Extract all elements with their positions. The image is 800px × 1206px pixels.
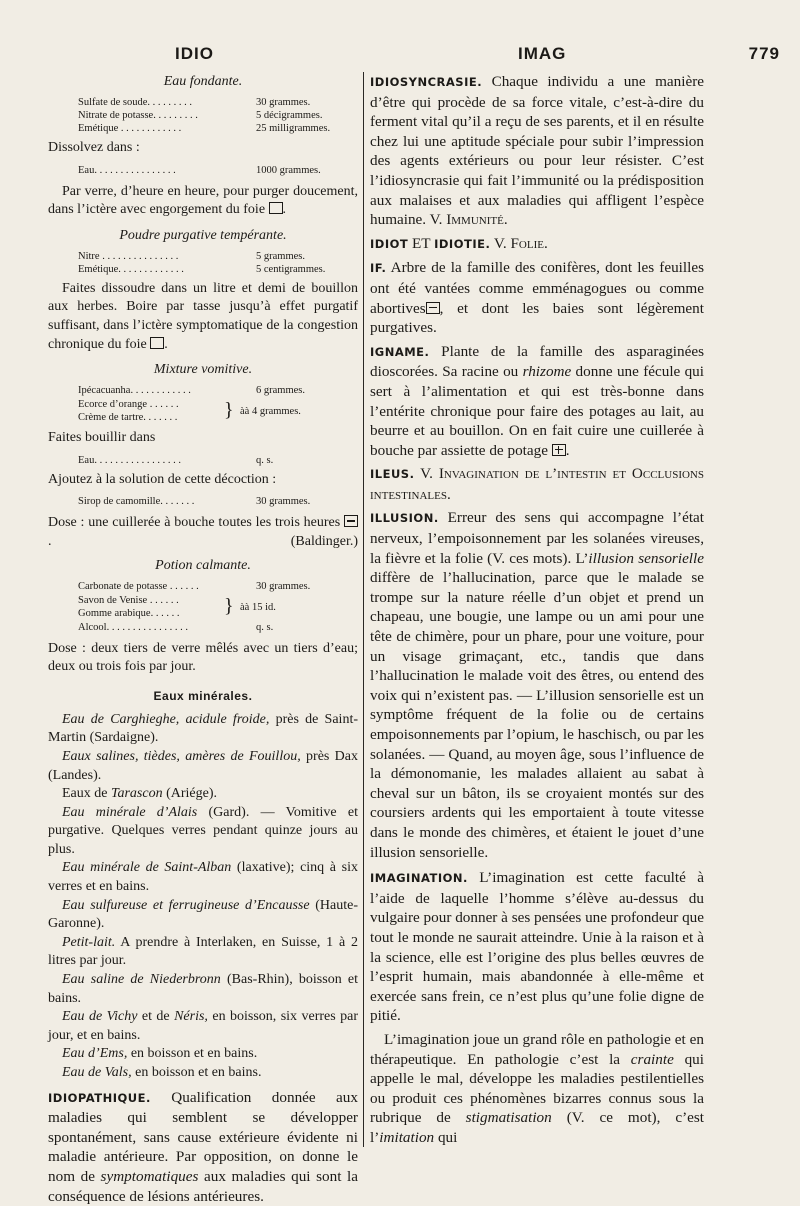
list-item — [48, 804, 358, 860]
entry-text: qui appelle le mal, développe les maladies pestilentielles ou produit ces phénomènes bizarres connus sous la rubrique de — [370, 1050, 704, 1127]
dose-paragraph: Dose : une cuillerée à bouche toutes les trois heures . (Baldinger.) — [48, 514, 358, 551]
page-number: 779 — [748, 44, 780, 63]
entry-italic-term: imitation — [379, 1128, 435, 1146]
entry-italic-term: stigmatisation — [465, 1109, 552, 1127]
entry-text: L’imagination est cette faculté à l’aide de laquelle l’homme s’élève au-dessus du vulgaire pour donner à ses pensées une profondeur que tout le monde ne saurait atteindre. Unie à la raison et à la science, elle est l’origine des plus belles œuvres de l’esprit humain, mais abandonnée à elle-même et exercée sans frein, ce n’est plus qu’une folie digne de pitié. — [370, 869, 705, 1025]
entry-headword: IF. — [370, 261, 387, 276]
cross-reference: Invagination de l’intestin et Occlusions intestinales. — [370, 465, 704, 503]
entry-ileus — [370, 464, 704, 504]
water-detail: en boisson et en bains. — [127, 1046, 258, 1062]
ingredient-line — [48, 263, 358, 276]
water-name: Eau sulfureuse et ferrugineuse d’Encausse — [62, 897, 310, 913]
water-detail: en boisson, six verres par jour, et en bains. — [48, 1009, 358, 1043]
ingredient-name: Nitre . . . . . . . . . . . . . . . — [78, 250, 179, 262]
brace-icon: } — [224, 399, 234, 422]
ingredient-name: Nitrate de potasse. . . . . . . . . — [78, 110, 198, 121]
ingredient-name: Carbonate de potasse . . . . . . — [78, 580, 199, 592]
dose-paragraph: Dose : deux tiers de verre mêlés avec un tiers d’eau; deux ou trois fois par jour. — [48, 640, 358, 675]
ingredient-line — [48, 109, 358, 122]
instruction-text: Faites bouillir dans — [48, 430, 156, 446]
entry-idiot — [370, 234, 704, 255]
water-name: Eau de Carghieghe, acidule froide, — [62, 711, 270, 727]
entry-text: Chaque individu a une manière d’être qui procède de sa force vitale, c’est-à-dire du ferment vital qu’il a reçu de ses parents, et il en résulte chez lui une aptitude spéciale pour subir l’impression des agents extérieurs ou pour leur résister. C’est l’idiosyncrasie qui fait l’immunité ou la prédisposition aux malaises et aux maladies qui affligent l’espèce humaine. V. — [370, 73, 704, 229]
recipe-title: Potion calmante. — [155, 557, 251, 573]
ingredient-line — [48, 164, 358, 177]
list-item — [48, 785, 358, 804]
left-column — [48, 72, 359, 1205]
entry-if — [370, 258, 704, 337]
entry-headword: IDIOT — [370, 236, 409, 251]
usage-text: Par verre, d’heure en heure, pour purger doucement, dans l’ictère avec engorgement du foie — [48, 183, 358, 218]
list-item — [48, 1064, 358, 1083]
ingredient-name: Crème de tartre. . . . . . . — [78, 412, 178, 424]
water-detail: (Haute-Garonne). — [48, 897, 358, 932]
ingredient-name: Gomme arabique. . . . . . — [78, 607, 180, 619]
list-item — [48, 934, 358, 971]
entry-italic-term: rhizome — [522, 363, 572, 381]
dose-text: Dose : une cuillerée à bouche toutes les trois heures — [48, 515, 341, 531]
entry-italic-term: crainte — [630, 1050, 674, 1068]
water-detail: près de Saint-Martin (Sardaigne). — [48, 711, 358, 746]
usage-paragraph: Par verre, d’heure en heure, pour purger doucement, dans l’ictère avec engorgement du foie . — [48, 183, 358, 218]
instruction-text: Dissolvez dans : — [48, 140, 140, 155]
ingredient-list — [48, 96, 358, 135]
list-item — [48, 1008, 358, 1045]
recipe-title: Eau fondante. — [163, 74, 243, 89]
ingredient-name: Savon de Venise . . . . . . — [78, 594, 179, 606]
ingredient-line — [48, 495, 358, 508]
box-symbol-icon — [150, 337, 164, 349]
water-name: Néris, — [174, 1009, 208, 1025]
ingredient-list — [48, 164, 358, 177]
ingredient-line — [48, 384, 358, 397]
ingredient-line — [48, 96, 358, 109]
entry-text: L’imagination joue un grand rôle en pathologie et en thérapeutique. En pathologie c’est la — [370, 1030, 704, 1068]
entry-headword: IMAGINATION. — [370, 871, 468, 886]
entry-igname: IGNAME. Plante de la famille des asparaginées dioscorées. Sa racine ou rhizome donne une fécule qui sert à l’alimentation et qui est très-bonne dans l’entérite chronique pour faire des potages au lait, au beurre et au bouillon. On en fait cuire une cuillerée à bouche par assiette de potage . — [370, 342, 704, 459]
water-connector: et de — [137, 1009, 175, 1025]
section-heading: Eaux minérales. — [153, 688, 253, 703]
ingredient-list — [48, 580, 358, 634]
water-name: Eaux salines, tièdes, amères de Fouillou, — [62, 748, 301, 764]
list-item — [48, 748, 358, 785]
list-item — [48, 859, 358, 896]
water-detail: près Dax (Landes). — [48, 748, 358, 783]
cross-reference: Folie. — [510, 234, 548, 252]
ingredient-list — [48, 454, 358, 467]
water-name: Eau de Vichy — [62, 1009, 138, 1025]
ingredient-line — [48, 454, 358, 467]
entry-text: V. — [490, 234, 511, 252]
water-detail: (Ariége). — [162, 786, 218, 802]
water-name: Eau minérale d’Alais — [62, 804, 198, 820]
instruction-text: Ajoutez à la solution de cette décoction : — [48, 471, 277, 487]
entry-headword: IDIOPATHIQUE. — [48, 1090, 151, 1105]
entry-idiopathique — [48, 1088, 358, 1206]
box-minus-symbol-icon — [344, 515, 358, 527]
ingredient-list — [48, 495, 358, 508]
ingredient-name: Alcool. . . . . . . . . . . . . . . . — [78, 621, 188, 633]
ingredient-line — [48, 580, 358, 593]
water-name: Eau d’Ems, — [62, 1046, 128, 1062]
box-symbol-icon — [269, 202, 283, 214]
list-item — [48, 971, 358, 1008]
box-minus-symbol-icon — [426, 302, 440, 314]
water-detail: en boisson et en bains. — [131, 1065, 262, 1080]
header-right-guideword: IMAG — [518, 44, 567, 63]
recipe-title: Poudre purgative tempérante. — [119, 227, 287, 243]
right-column — [370, 72, 704, 1157]
usage-text: Faites dissoudre dans un litre et demi de bouillon aux herbes. Boire par tasse jusqu’à effet purgatif suffisant, dans l’ictère symptomatique de la congestion chronique du foie — [48, 280, 358, 352]
water-detail: (Gard). — Vomitive et purgative. Quelques verres pendant quinze jours au plus. — [48, 804, 358, 857]
ingredient-qty: àà 15 id. — [240, 601, 276, 613]
list-item — [48, 897, 358, 934]
ingredient-name: Emétique. . . . . . . . . . . . . — [78, 263, 184, 275]
ingredient-qty: 25 milligrammes. — [256, 123, 331, 134]
ingredient-name: Sirop de camomille. . . . . . . — [78, 496, 195, 508]
water-name: Eau minérale de Saint-Alban — [62, 860, 232, 876]
ingredient-list — [48, 384, 358, 425]
mineral-waters-list — [48, 711, 358, 1083]
usage-paragraph: Faites dissoudre dans un litre et demi de bouillon aux herbes. Boire par tasse jusqu’à effet purgatif suffisant, dans l’ictère symptomatique de la congestion chronique du foie . — [48, 280, 358, 352]
ingredient-line — [48, 250, 358, 263]
entry-text: V. — [414, 465, 439, 483]
entry-text: Arbre de la famille des conifères, dont les feuilles ont été vantées comme emménagogues ou comme abortives — [370, 259, 704, 317]
recipe-title: Mixture vomitive. — [153, 362, 253, 378]
ingredient-name: Ecorce d’orange . . . . . . — [78, 399, 179, 411]
ingredient-group — [48, 593, 358, 621]
ingredient-qty: 5 décigrammes. — [256, 110, 323, 121]
entry-text: Erreur des sens qui accompagne l’état nerveux, l’empoisonnement par les solanées vireuses, la fièvre et la folie (V. ces mots). L’ — [370, 509, 704, 567]
header-left-guideword: IDIO — [175, 44, 214, 63]
water-prefix: Eaux de — [62, 786, 111, 802]
entry-imagination — [370, 868, 704, 1026]
box-plus-symbol-icon — [552, 444, 566, 456]
ingredient-qty: 1000 grammes. — [256, 164, 321, 176]
ingredient-name: Ipécacuanha. . . . . . . . . . . . — [78, 385, 191, 397]
ingredient-name: Emétique . . . . . . . . . . . . — [78, 123, 182, 134]
list-item — [48, 1045, 358, 1064]
ingredient-qty: 5 centigrammes. — [256, 263, 326, 275]
ingredient-name: Eau. . . . . . . . . . . . . . . . . — [78, 454, 181, 466]
ingredient-qty: q. s. — [256, 621, 274, 633]
entry-imagination-continued — [370, 1030, 704, 1148]
column-rule — [363, 72, 364, 1147]
entry-italic-term: symptomatiques — [100, 1167, 199, 1185]
entry-headword: IDIOTIE. — [434, 236, 491, 251]
water-detail: (Bas-Rhin), boisson et bains. — [48, 972, 358, 1006]
ingredient-qty: 30 grammes. — [256, 97, 311, 108]
entry-headword: ILEUS. — [370, 467, 415, 482]
entry-connector: ET — [408, 234, 435, 252]
entry-text: Plante de la famille des asparaginées dioscorées. Sa racine ou — [370, 342, 704, 381]
entry-text: aux maladies qui sont la conséquence de lésions antérieures. — [48, 1167, 359, 1205]
cross-reference: Immunité. — [446, 211, 508, 229]
entry-illusion — [370, 508, 704, 862]
ingredient-qty: q. s. — [256, 454, 274, 466]
water-detail: (laxative); cinq à six verres et en bains. — [48, 860, 358, 895]
entry-text: donne une fécule qui sert à l’alimentation et qui est très-bonne dans l’entérite chronique pour faire des potages au lait, au beurre et au bouillon. On en fait cuire une cuillerée à bouche par assiette de potage — [370, 363, 704, 459]
ingredient-qty: àà 4 grammes. — [240, 406, 301, 418]
entry-italic-term: illusion sensorielle — [588, 549, 704, 567]
water-name: Eau de Vals, — [62, 1065, 132, 1080]
ingredient-group — [48, 397, 358, 425]
entry-headword: IGNAME. — [370, 344, 430, 359]
ingredient-name: Eau. . . . . . . . . . . . . . . . — [78, 164, 176, 176]
entry-idiosyncrasie — [370, 72, 704, 230]
list-item — [48, 711, 358, 748]
ingredient-name: Sulfate de soude. . . . . . . . . — [78, 97, 193, 108]
entry-text: (V. ce mot), c’est l’ — [370, 1109, 704, 1146]
ingredient-list — [48, 250, 358, 276]
ingredient-qty: 6 grammes. — [256, 385, 305, 397]
entry-headword: IDIOSYNCRASIE. — [370, 75, 483, 89]
water-name: Eau saline de Niederbronn — [62, 972, 221, 988]
entry-headword: ILLUSION. — [370, 511, 439, 526]
running-header — [40, 44, 780, 70]
ingredient-qty: 30 grammes. — [256, 496, 311, 508]
entry-text: diffère de l’hallucination, parce que le malade se trompe sur la nature réelle d’un objet et prend un chapeau, une bougie, une lampe ou un ami pour une tête de chimère, pour un phare, pour une voiture, pour un visage grimaçant, etc., tandis que dans l’hallucination le malade voit des êtres, ou entend des voix qui n’existent pas. — L’illusion sensorielle est un symptôme fréquent de la folie ou de certains empoisonnements par l’opium, le haschisch, ou par les solanées. — Quand, au moyen âge, sous l’influence de la démonomanie, les malades allaient au sabat à cheval sur un bâton, ils se croyaient montés sur des coursiers ardents qui les emportaient à toute vitesse dans le monde des chimères, et étaient le jouet d’une illusion sensorielle. — [370, 569, 704, 861]
entry-text: , et dont les baies sont légèrement purgatives. — [370, 299, 704, 337]
water-name: Petit-lait. — [62, 934, 116, 950]
entry-text: qui — [434, 1128, 458, 1146]
ingredient-line — [48, 621, 358, 634]
ingredient-qty: 30 grammes. — [256, 580, 311, 592]
source-citation: (Baldinger.) — [290, 533, 358, 549]
ingredient-qty: 5 grammes. — [256, 250, 305, 262]
brace-icon: } — [224, 594, 234, 617]
ingredient-line — [48, 122, 358, 135]
water-name: Tarascon — [110, 786, 163, 802]
water-detail: A prendre à Interlaken, en Suisse, 1 à 2 litres par jour. — [48, 934, 358, 969]
entry-text: Qualification donnée aux maladies qui semblent se développer spontanément, sans cause extérieure évidente ni maladie antérieure. Par opposition, on donne le nom de — [48, 1088, 358, 1185]
